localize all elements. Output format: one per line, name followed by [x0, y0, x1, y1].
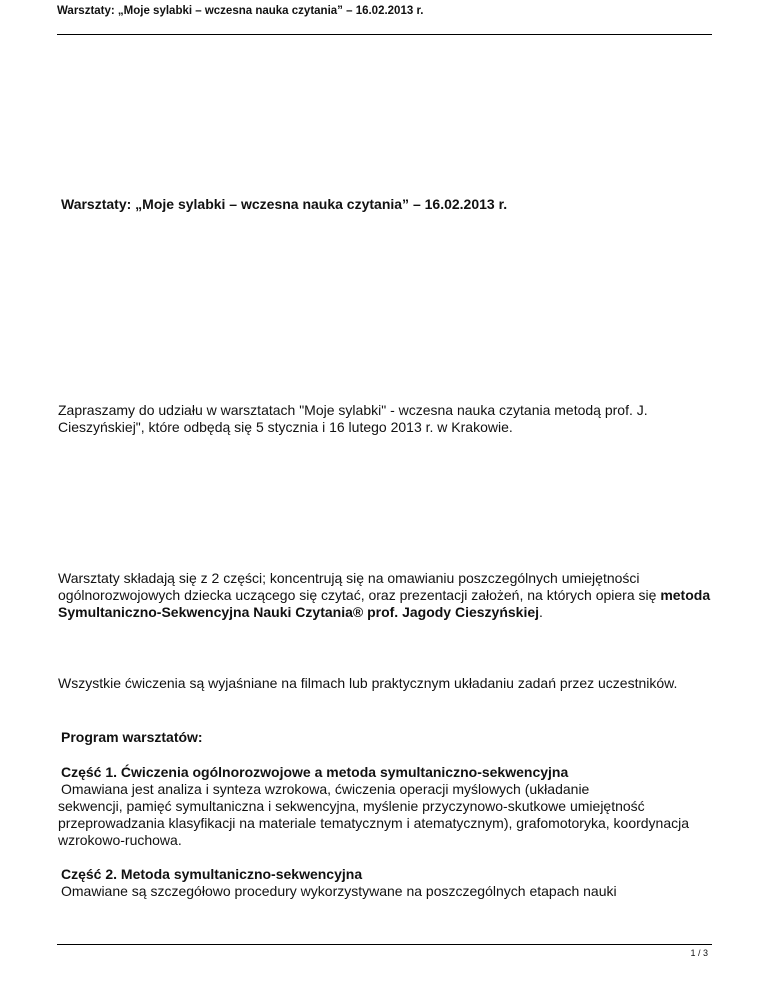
- footer-divider: [57, 944, 712, 945]
- program-heading: Program warsztatów:: [61, 729, 203, 745]
- exercises-paragraph: Wszystkie ćwiczenia są wyjaśniane na filmach lub praktycznym układaniu zadań przez uczestników.: [58, 675, 678, 691]
- part-1-heading: Część 1. Ćwiczenia ogólnorozwojowe a metoda symultaniczno-sekwencyjna: [61, 764, 569, 780]
- part-2-section: [58, 866, 718, 900]
- part-2-body-first-line: Omawiane są szczegółowo procedury wykorzystywane na poszczególnych etapach nauki: [61, 883, 617, 899]
- part-1-body: sekwencji, pamięć symultaniczna i sekwencyjna, myślenie przyczynowo-skutkowe umiejętność przeprowadzania klasyfikacji na materiale tematycznym i atematycznym), grafomotoryka, koordynacja wzrokowo-ruchowa.: [58, 798, 690, 848]
- intro-paragraph: Zapraszamy do udziału w warsztatach "Moje sylabki" - wczesna nauka czytania metodą prof. J. Cieszyńskiej", które odbędą się 5 stycznia i 16 lutego 2013 r. w Krakowie.: [58, 402, 648, 435]
- part-2-heading: Część 2. Metoda symultaniczno-sekwencyjna: [61, 866, 363, 882]
- part-1-section: [58, 764, 718, 849]
- article-title: Warsztaty: „Moje sylabki – wczesna nauka czytania” – 16.02.2013 r.: [61, 196, 508, 212]
- method-name: metoda Symultaniczno-Sekwencyjna Nauki Czytania® prof. Jagody Cieszyńskiej: [58, 587, 711, 620]
- page-number: 1 / 3: [690, 948, 708, 958]
- structure-text-end: .: [539, 604, 543, 620]
- part-1-body-first-line: Omawiana jest analiza i synteza wzrokowa, ćwiczenia operacji myślowych (układanie: [61, 781, 590, 797]
- header-divider: [57, 34, 712, 35]
- structure-paragraph: [58, 570, 718, 621]
- running-header: Warsztaty: „Moje sylabki – wczesna nauka czytania” – 16.02.2013 r.: [57, 5, 424, 17]
- structure-text: Warsztaty składają się z 2 części; koncentrują się na omawianiu poszczególnych umiejętności ogólnorozwojowych dziecka uczącego się czytać, oraz prezentacji założeń, na których opiera się: [58, 570, 661, 603]
